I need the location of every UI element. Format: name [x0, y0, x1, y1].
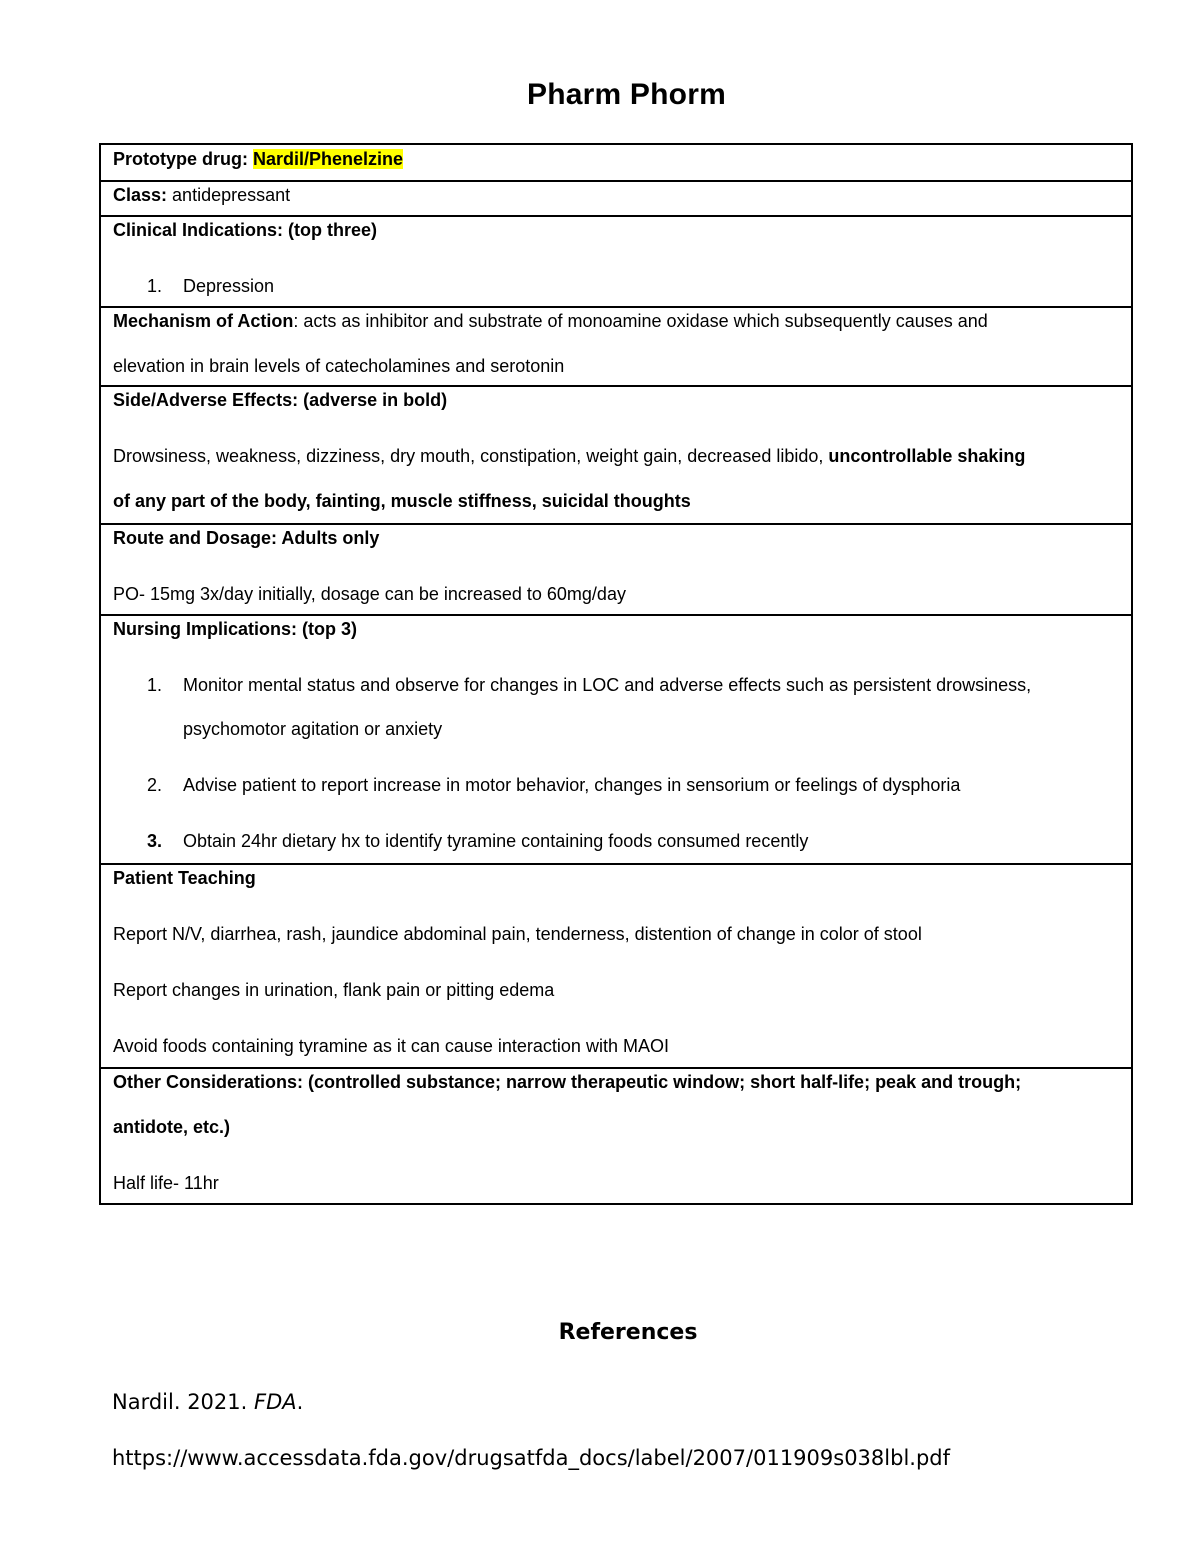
list-item: 1. Monitor mental status and observe for changes in LOC and adverse effects such as persistent drowsiness, psychomotor agitation or anxiety [147, 675, 1032, 739]
teaching-line: Avoid foods containing tyramine as it can cause interaction with MAOI [113, 1036, 669, 1056]
reference-url[interactable]: https://www.accessdata.fda.gov/drugsatfda_docs/label/2007/011909s038lbl.pdf [112, 1446, 951, 1470]
mechanism-label: Mechanism of Action [113, 311, 294, 331]
list-item: 1. Depression [147, 276, 275, 296]
row-prototype-drug [101, 145, 1131, 180]
side-effects-adverse-1: uncontrollable shaking [828, 446, 1026, 466]
indications-label: Clinical Indications: (top three) [113, 220, 378, 240]
row-other-considerations [101, 1067, 1131, 1203]
pharm-form-table [99, 143, 1133, 1205]
row-patient-teaching [101, 863, 1131, 1067]
side-effects-adverse-2: of any part of the body, fainting, muscle stiffness, suicidal thoughts [113, 491, 691, 511]
side-effects-label: Side/Adverse Effects: (adverse in bold) [113, 390, 448, 410]
row-clinical-indications [101, 215, 1131, 306]
nursing-label: Nursing Implications: (top 3) [113, 619, 358, 639]
teaching-label: Patient Teaching [113, 868, 256, 888]
mechanism-text-2: elevation in brain levels of catecholamines and serotonin [113, 356, 565, 376]
class-label: Class: [113, 185, 168, 205]
class-value: antidepressant [172, 185, 291, 205]
page-title: Pharm Phorm [527, 78, 726, 111]
reference-citation: Nardil. 2021. FDA. [112, 1390, 304, 1414]
row-class [101, 180, 1131, 215]
row-route-dosage [101, 523, 1131, 614]
teaching-line: Report N/V, diarrhea, rash, jaundice abdominal pain, tenderness, distention of change in color of stool [113, 924, 922, 944]
citation-source: FDA [254, 1390, 297, 1414]
route-text: PO- 15mg 3x/day initially, dosage can be increased to 60mg/day [113, 584, 626, 604]
other-label-2: antidote, etc.) [113, 1117, 231, 1137]
references-title: References [558, 1320, 698, 1345]
other-text: Half life- 11hr [113, 1173, 219, 1193]
row-nursing-implications [101, 614, 1131, 863]
row-mechanism-of-action [101, 306, 1131, 385]
prototype-value: Nardil/Phenelzine [253, 149, 404, 169]
route-label: Route and Dosage: Adults only [113, 528, 380, 548]
other-label-1: Other Considerations: (controlled substance; narrow therapeutic window; short half-life; peak and trough; [113, 1072, 1022, 1092]
row-side-effects [101, 385, 1131, 523]
teaching-line: Report changes in urination, flank pain or pitting edema [113, 980, 555, 1000]
side-effects-normal: Drowsiness, weakness, dizziness, dry mouth, constipation, weight gain, decreased libido, [113, 446, 829, 466]
prototype-label: Prototype drug: [113, 149, 248, 169]
list-item: 2. Advise patient to report increase in motor behavior, changes in sensorium or feelings of dysphoria [147, 775, 961, 795]
mechanism-text-1: : acts as inhibitor and substrate of monoamine oxidase which subsequently causes and [293, 311, 988, 331]
list-item: 3. Obtain 24hr dietary hx to identify tyramine containing foods consumed recently [147, 831, 809, 851]
